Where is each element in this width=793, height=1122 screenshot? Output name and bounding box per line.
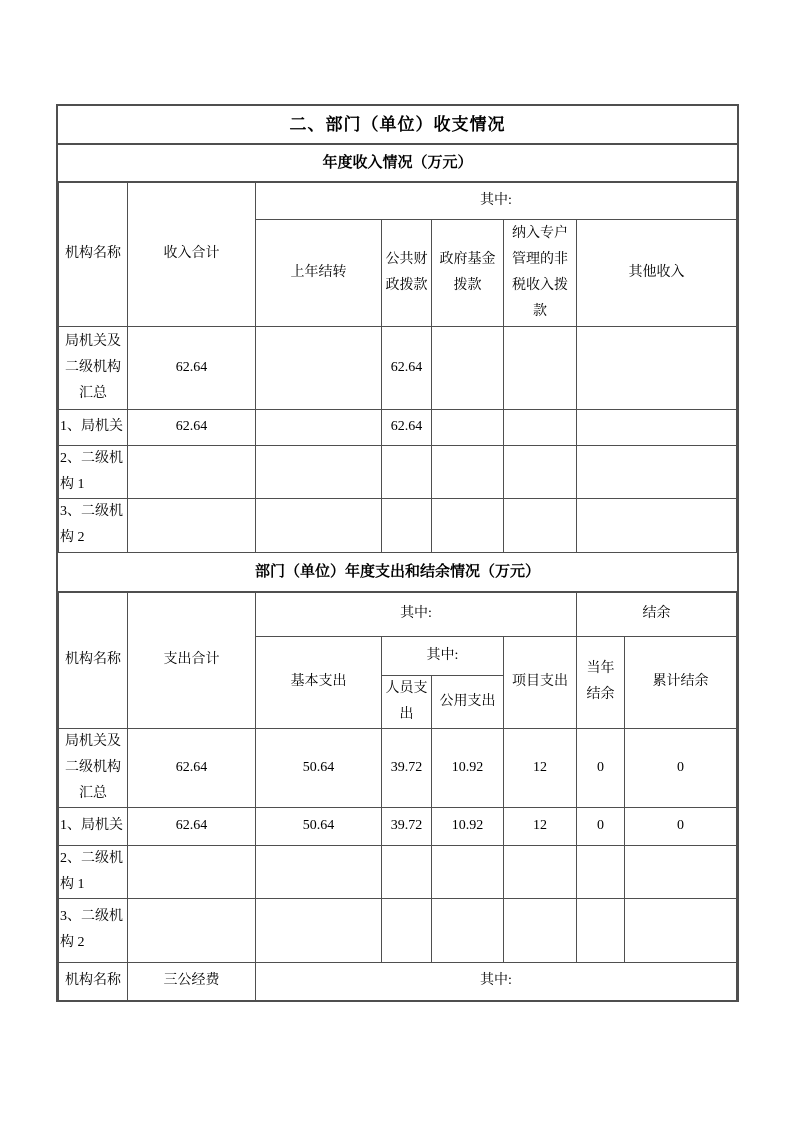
expense-header-org: 机构名称 [59, 593, 128, 728]
expense-cell: 62.64 [128, 807, 256, 845]
income-header-gov-fund: 政府基金拨款 [432, 219, 504, 326]
expense-row-name: 1、局机关 [59, 807, 128, 845]
budget-report-table [56, 104, 739, 1002]
footer-three-public-label: 三公经费 [128, 963, 256, 1000]
expense-cell [625, 898, 737, 962]
expense-row-summary [59, 728, 737, 807]
income-cell: 62.64 [382, 326, 432, 409]
expense-cell [504, 898, 577, 962]
income-cell [256, 498, 382, 552]
income-cell: 62.64 [382, 409, 432, 445]
income-header-total: 收入合计 [128, 183, 256, 326]
footer-org-label: 机构名称 [59, 963, 128, 1000]
income-header-public-finance: 公共财政拨款 [382, 219, 432, 326]
expense-header-total: 支出合计 [128, 593, 256, 728]
expense-cell [432, 845, 504, 898]
income-header-among: 其中: [256, 183, 737, 219]
income-row-bureau [59, 409, 737, 445]
expense-cell: 50.64 [256, 728, 382, 807]
income-cell [128, 498, 256, 552]
income-cell [504, 445, 577, 498]
income-row-name: 局机关及二级机构汇总 [59, 326, 128, 409]
expense-row-secondary-2 [59, 898, 737, 962]
expense-cell: 10.92 [432, 807, 504, 845]
income-cell [128, 445, 256, 498]
income-header-other: 其他收入 [577, 219, 737, 326]
income-cell [256, 445, 382, 498]
expense-cell: 0 [577, 807, 625, 845]
expense-cell [432, 898, 504, 962]
expense-cell [577, 898, 625, 962]
income-cell [432, 326, 504, 409]
expense-row-secondary-1 [59, 845, 737, 898]
expense-cell [382, 845, 432, 898]
income-section-title: 年度收入情况（万元） [58, 145, 737, 183]
expense-section-title: 部门（单位）年度支出和结余情况（万元） [58, 552, 737, 593]
expense-cell [128, 898, 256, 962]
income-row-secondary-2 [59, 498, 737, 552]
expense-cell: 12 [504, 807, 577, 845]
expense-table [58, 593, 737, 962]
income-header-special-nontax: 纳入专户管理的非税收入拨款 [504, 219, 577, 326]
income-row-secondary-1 [59, 445, 737, 498]
income-cell [256, 409, 382, 445]
three-public-row [59, 963, 737, 1000]
three-public-header-table [58, 962, 737, 1000]
expense-cell: 50.64 [256, 807, 382, 845]
income-cell [432, 445, 504, 498]
expense-cell: 12 [504, 728, 577, 807]
main-title: 二、部门（单位）收支情况 [58, 106, 737, 145]
expense-cell [625, 845, 737, 898]
expense-row-name: 3、二级机构 2 [59, 898, 128, 962]
income-cell [504, 498, 577, 552]
expense-cell [256, 845, 382, 898]
income-table [58, 183, 737, 552]
income-cell [432, 409, 504, 445]
expense-cell [128, 845, 256, 898]
income-cell [504, 409, 577, 445]
expense-cell [504, 845, 577, 898]
expense-cell: 0 [625, 807, 737, 845]
income-row-name: 3、二级机构 2 [59, 498, 128, 552]
expense-cell: 62.64 [128, 728, 256, 807]
income-cell: 62.64 [128, 326, 256, 409]
expense-cell: 39.72 [382, 728, 432, 807]
footer-among-label: 其中: [256, 963, 737, 1000]
expense-cell: 0 [625, 728, 737, 807]
expense-cell [382, 898, 432, 962]
income-cell [256, 326, 382, 409]
expense-row-name: 2、二级机构 1 [59, 845, 128, 898]
expense-header-basic: 基本支出 [256, 636, 382, 728]
expense-header-personnel: 人员支出 [382, 675, 432, 728]
income-cell [577, 326, 737, 409]
expense-cell: 0 [577, 728, 625, 807]
income-cell [504, 326, 577, 409]
expense-row-bureau [59, 807, 737, 845]
expense-header-accum-balance: 累计结余 [625, 636, 737, 728]
income-header-carryover: 上年结转 [256, 219, 382, 326]
expense-row-name: 局机关及二级机构汇总 [59, 728, 128, 807]
expense-cell [256, 898, 382, 962]
income-row-summary [59, 326, 737, 409]
income-cell [577, 445, 737, 498]
income-cell [382, 445, 432, 498]
expense-header-balance: 结余 [577, 593, 737, 636]
income-cell [432, 498, 504, 552]
expense-header-public: 公用支出 [432, 675, 504, 728]
income-row-name: 1、局机关 [59, 409, 128, 445]
income-cell [382, 498, 432, 552]
income-cell [577, 498, 737, 552]
income-row-name: 2、二级机构 1 [59, 445, 128, 498]
expense-header-among2: 其中: [382, 636, 504, 675]
income-cell [577, 409, 737, 445]
expense-header-year-balance: 当年结余 [577, 636, 625, 728]
expense-header-among: 其中: [256, 593, 577, 636]
expense-cell [577, 845, 625, 898]
expense-cell: 39.72 [382, 807, 432, 845]
expense-cell: 10.92 [432, 728, 504, 807]
income-header-org: 机构名称 [59, 183, 128, 326]
expense-header-project: 项目支出 [504, 636, 577, 728]
income-cell: 62.64 [128, 409, 256, 445]
